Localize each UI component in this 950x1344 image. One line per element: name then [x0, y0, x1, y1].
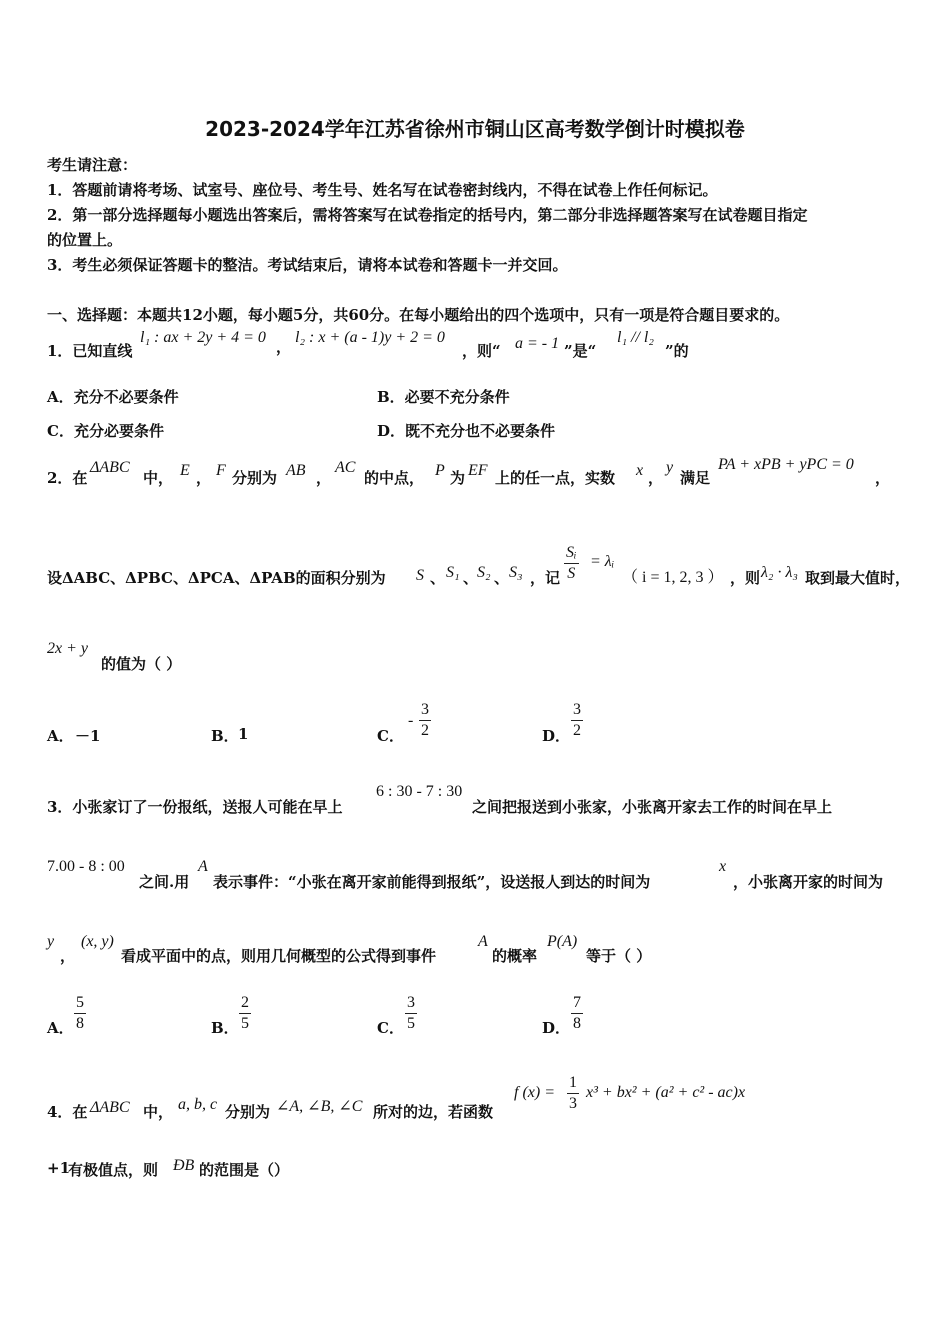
q2-p9: ， [648, 469, 664, 487]
q1-condition: a = - 1 [515, 335, 560, 352]
q3-event-a: A [198, 858, 208, 875]
q3-option-a-denominator: 8 [76, 1015, 84, 1032]
q3-p8: 的概率 [492, 947, 538, 965]
q4-p1: 4．在 [47, 1103, 88, 1121]
q3-probability: P(A) [547, 933, 578, 950]
q1-parallel: l₁ // l₂ [617, 329, 654, 346]
section-heading: 一、选择题：本题共12小题，每小题5分，共60分。在每小题给出的四个选项中，只有一项是符合题目要求的。 [47, 306, 790, 324]
q2-line2a: 设ΔABC、ΔPBC、ΔPCA、ΔPAB的面积分别为 [47, 569, 386, 587]
q2-option-c-fraction [419, 700, 431, 741]
q3-delivery-window: 6 : 30 - 7 : 30 [376, 783, 463, 800]
q2-option-d-denominator: 2 [573, 722, 581, 739]
q3-p2: 之间把报送到小张家，小张离开家去工作的时间在早上 [472, 798, 833, 816]
q2-option-d-numerator: 3 [571, 700, 583, 721]
q2-sep-2: 、 [463, 569, 479, 587]
q3-option-d-label: D． [542, 1019, 571, 1037]
q1-mid2: ”是“ [564, 342, 597, 360]
q4-line2c: 的范围是（） [199, 1161, 290, 1179]
q3-option-c-numerator: 3 [405, 993, 417, 1014]
q2-p4: 分别为 [232, 469, 278, 487]
q3-p6: ， [60, 947, 76, 965]
q4-function-fraction [567, 1073, 579, 1114]
notice-heading: 考生请注意： [47, 156, 138, 174]
q2-seg-ac: AC [335, 459, 356, 476]
q1-option-d: D．既不充分也不必要条件 [377, 422, 556, 440]
q2-option-d-fraction [571, 700, 583, 741]
q3-p3: 之间.用 [139, 873, 190, 891]
q2-sep-3: 、 [494, 569, 510, 587]
q2-option-a: －1 [75, 727, 101, 745]
q4-sides: a, b, c [178, 1096, 218, 1113]
q3-p4: 表示事件：“小张在离开家前能得到报纸”，设送报人到达的时间为 [213, 873, 651, 891]
q3-point-xy: (x, y) [81, 933, 114, 950]
q3-option-d-fraction [571, 993, 583, 1034]
q2-sep-1: 、 [430, 569, 446, 587]
notice-item-3: 3．考生必须保证答题卡的整洁。考试结束后，请将本试卷和答题卡一并交回。 [47, 256, 568, 274]
q3-var-x: x [719, 858, 727, 875]
notice-item-1: 1．答题前请将考场、试室号、座位号、考生号、姓名写在试卷密封线内，不得在试卷上作任何标记。 [47, 181, 718, 199]
q2-ratio-numerator: Sᵢ [564, 543, 579, 564]
q2-point-e: E [180, 462, 190, 479]
q2-p1: 2．在 [47, 469, 88, 487]
q2-area-s1: S₁ [446, 564, 460, 581]
notice-item-2-cont: 的位置上。 [47, 231, 123, 249]
q3-p5: ，小张离开家的时间为 [733, 873, 884, 891]
q2-p10: 满足 [680, 469, 711, 487]
q3-option-b-label: B． [211, 1019, 239, 1037]
q2-index-range: （ i = 1, 2, 3 ） [622, 569, 724, 586]
q4-line2a: +1 [47, 1159, 71, 1177]
q4-line2b: 有极值点，则 [68, 1161, 159, 1179]
q3-option-c-fraction [405, 993, 417, 1034]
q4-p3: 分别为 [225, 1103, 271, 1121]
q3-event-a-2: A [478, 933, 488, 950]
q2-then: ，则 [730, 569, 761, 587]
q2-vector-equation: PA + xPB + yPC = 0 [718, 456, 854, 473]
q3-option-d-numerator: 7 [571, 993, 583, 1014]
q2-ratio-denominator: S [567, 565, 576, 582]
notice-item-2: 2．第一部分选择题每小题选出答案后，需将答案写在试卷指定的括号内，第二部分非选择题答案写在试卷题目指定 [47, 206, 808, 224]
q3-p9: 等于（ ） [586, 947, 652, 965]
q4-angles: ∠A, ∠B, ∠C [276, 1098, 363, 1115]
q1-option-a: A．充分不必要条件 [47, 388, 179, 406]
q2-var-y: y [666, 459, 674, 476]
q2-area-s: S [416, 567, 424, 584]
q2-area-s3: S₃ [509, 564, 523, 581]
q2-p6: 的中点， [364, 469, 425, 487]
q4-p4: 所对的边，若函数 [373, 1103, 494, 1121]
q2-option-c-numerator: 3 [419, 700, 431, 721]
q2-p11: ， [875, 469, 891, 487]
q2-p7: 为 [450, 469, 466, 487]
q4-fraction-numerator: 1 [567, 1073, 579, 1094]
q3-option-a-numerator: 5 [74, 993, 86, 1014]
q2-p2: 中， [143, 469, 174, 487]
q2-ratio-fraction [564, 543, 579, 584]
q2-option-c-sign: - [408, 712, 414, 729]
q3-var-y: y [47, 933, 55, 950]
q4-triangle: ΔABC [90, 1099, 130, 1116]
q2-max: 取到最大值时， [805, 569, 911, 587]
q3-option-a-fraction [74, 993, 86, 1034]
q1-mid: ，则“ [462, 342, 501, 360]
q1-option-c: C．充分必要条件 [47, 422, 164, 440]
q4-p2: 中， [143, 1103, 174, 1121]
q1-suffix: ”的 [665, 342, 689, 360]
q2-p5: ， [316, 469, 332, 487]
q3-option-c-denominator: 5 [407, 1015, 415, 1032]
q4-function-left: f (x) = [514, 1084, 555, 1101]
q2-p3: ， [196, 469, 212, 487]
q3-p7: 看成平面中的点，则用几何概型的公式得到事件 [121, 947, 437, 965]
q1-line-l1: l₁ : ax + 2y + 4 = 0 [140, 329, 266, 346]
q3-option-b-fraction [239, 993, 251, 1034]
q2-var-x: x [636, 462, 644, 479]
q2-option-a-label: A． [47, 727, 74, 745]
q2-point-p: P [435, 462, 445, 479]
q2-option-c-denominator: 2 [421, 722, 429, 739]
q4-fraction-denominator: 3 [569, 1095, 577, 1112]
q3-option-d-denominator: 8 [573, 1015, 581, 1032]
q2-ask: 的值为（ ） [101, 655, 182, 673]
q1-line-l2: l₂ : x + (a - 1)y + 2 = 0 [295, 329, 445, 346]
q4-angle-b: ÐB [173, 1157, 195, 1174]
q2-lambda-product: λ₂ · λ₃ [761, 564, 798, 581]
q4-function-right: x³ + bx² + (a² + c² - ac)x [586, 1084, 746, 1101]
page-title: 2023-2024学年江苏省徐州市铜山区高考数学倒计时模拟卷 [205, 117, 745, 141]
q3-option-b-denominator: 5 [241, 1015, 249, 1032]
q2-seg-ab: AB [286, 462, 306, 479]
q3-leave-window: 7.00 - 8 : 00 [47, 858, 125, 875]
q2-ji: ，记 [530, 569, 561, 587]
q2-triangle: ΔABC [90, 459, 130, 476]
q2-expression: 2x + y [47, 640, 88, 657]
q2-p8: 上的任一点，实数 [495, 469, 616, 487]
q1-prefix: 1．已知直线 [47, 342, 133, 360]
q1-option-b: B．必要不充分条件 [377, 388, 510, 406]
q3-p1: 3．小张家订了一份报纸，送报人可能在早上 [47, 798, 343, 816]
q2-option-d-label: D． [542, 727, 571, 745]
q3-option-c-label: C． [377, 1019, 404, 1037]
q2-option-c-label: C． [377, 727, 404, 745]
q2-option-b: 1 [238, 725, 249, 743]
q2-point-f: F [216, 462, 226, 479]
q1-comma: ， [276, 338, 292, 356]
q3-option-a-label: A． [47, 1019, 74, 1037]
q2-area-s2: S₂ [477, 564, 491, 581]
q3-option-b-numerator: 2 [239, 993, 251, 1014]
q2-lambda-eq: = λᵢ [590, 553, 615, 570]
q2-option-b-label: B． [211, 727, 239, 745]
q2-seg-ef: EF [468, 462, 488, 479]
